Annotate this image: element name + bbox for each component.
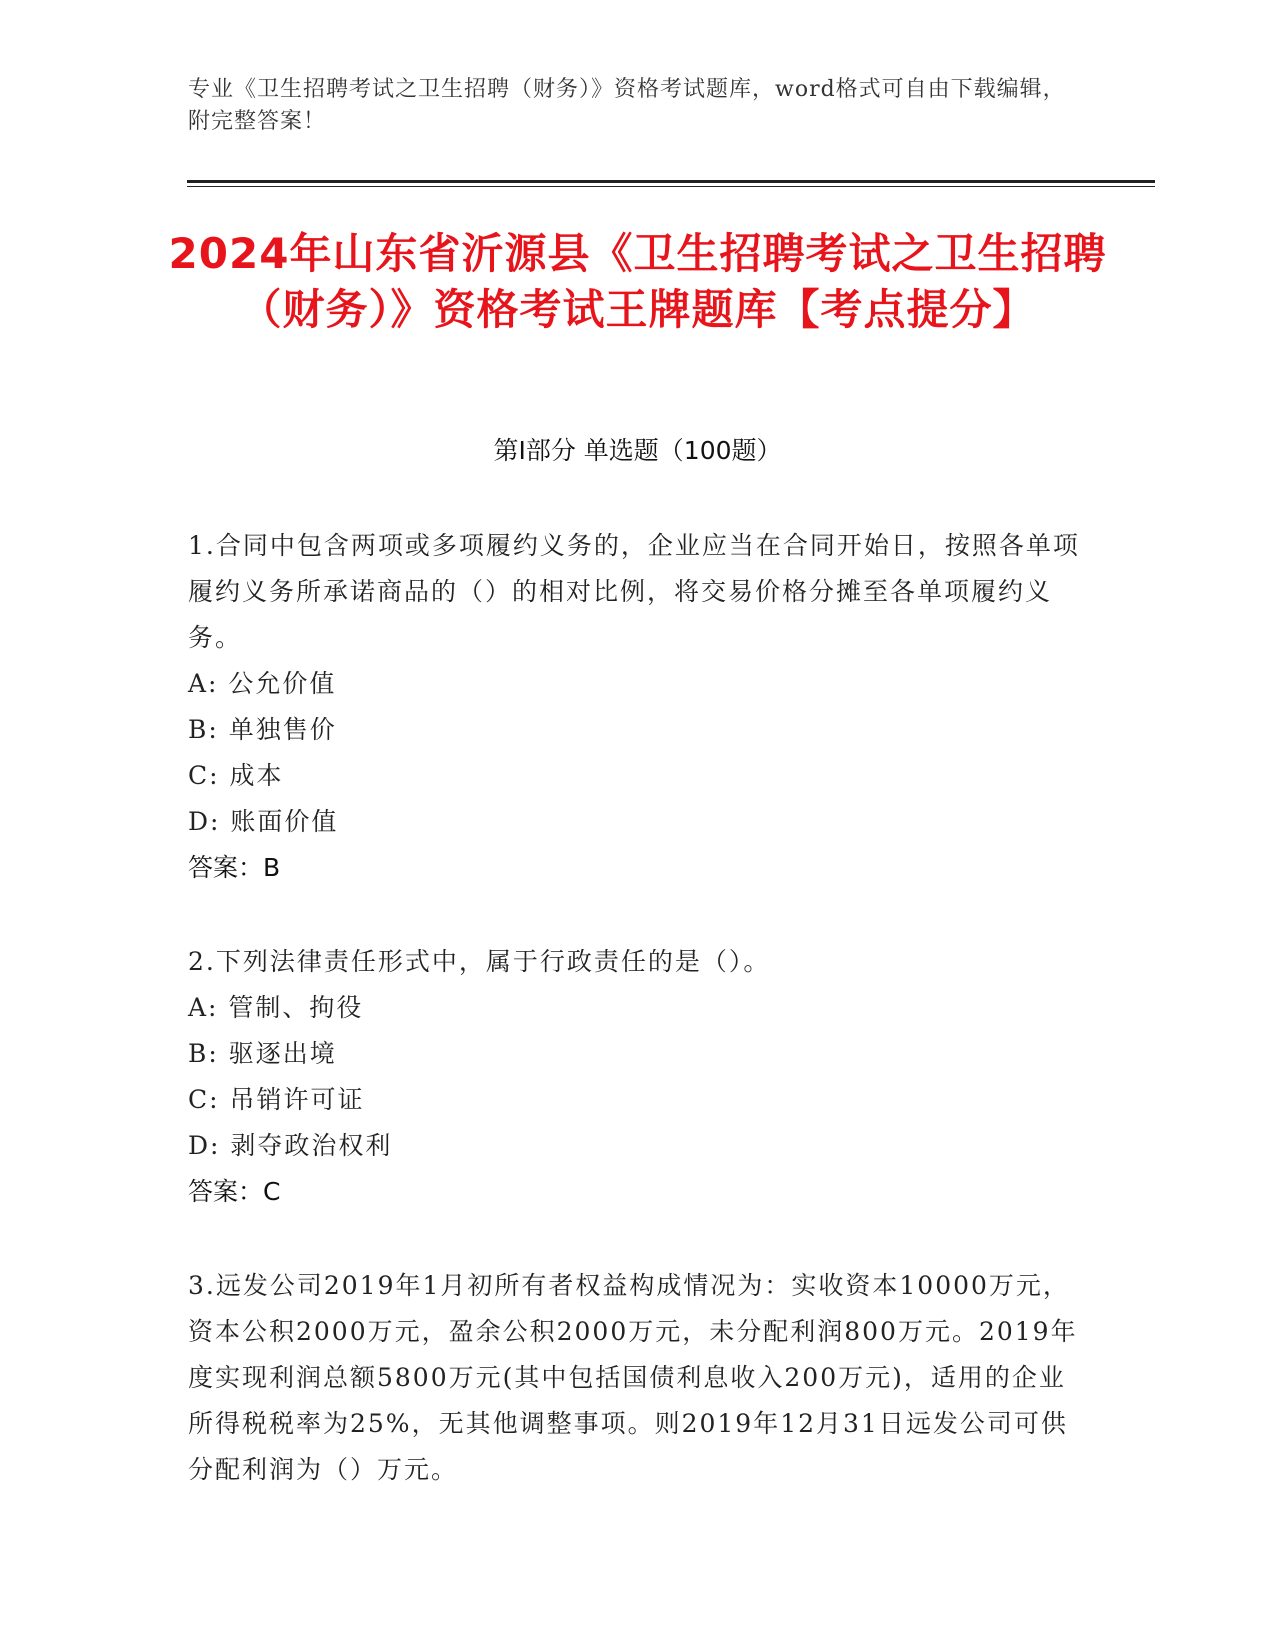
answer-line: 答案：C bbox=[188, 1177, 281, 1206]
question-1 bbox=[188, 523, 1088, 891]
option-a: A: 管制、拘役 bbox=[188, 993, 364, 1022]
option-c: C: 成本 bbox=[188, 761, 284, 790]
option-b: B: 驱逐出境 bbox=[188, 1039, 337, 1068]
section-title: 第I部分 单选题（100题） bbox=[493, 436, 782, 465]
option-b: B: 单独售价 bbox=[188, 715, 337, 744]
question-3 bbox=[188, 1263, 1088, 1493]
question-list bbox=[188, 523, 1088, 1541]
option-a: A: 公允价值 bbox=[188, 669, 337, 698]
header-note: 专业《卫生招聘考试之卫生招聘（财务）》资格考试题库，word格式可自由下载编辑，附完整答案！ bbox=[188, 77, 1066, 134]
header-divider-thick bbox=[187, 180, 1155, 183]
question-stem: 1.合同中包含两项或多项履约义务的，企业应当在合同开始日，按照各单项履约义务所承诺商品的（）的相对比例，将交易价格分摊至各单项履约义务。 bbox=[188, 531, 1080, 652]
question-2 bbox=[188, 939, 1088, 1215]
option-d: D: 账面价值 bbox=[188, 807, 339, 836]
question-stem: 2.下列法律责任形式中，属于行政责任的是（）。 bbox=[188, 947, 771, 976]
header-divider-thin bbox=[187, 186, 1155, 187]
question-stem: 3.远发公司2019年1月初所有者权益构成情况为：实收资本10000万元，资本公积2000万元，盈余公积2000万元，未分配利润800万元。2019年度实现利润总额5800万元(其中包括国债利息收入200万元)，适用的企业所得税税率为25%，无其他调整事项。则2019年12月31日远发公司可供分配利润为（）万元。 bbox=[188, 1271, 1078, 1484]
answer-line: 答案：B bbox=[188, 853, 281, 882]
document-title: 2024年山东省沂源县《卫生招聘考试之卫生招聘（财务）》资格考试王牌题库【考点提分】 bbox=[168, 229, 1107, 334]
option-d: D: 剥夺政治权利 bbox=[188, 1131, 393, 1160]
option-c: C: 吊销许可证 bbox=[188, 1085, 365, 1114]
